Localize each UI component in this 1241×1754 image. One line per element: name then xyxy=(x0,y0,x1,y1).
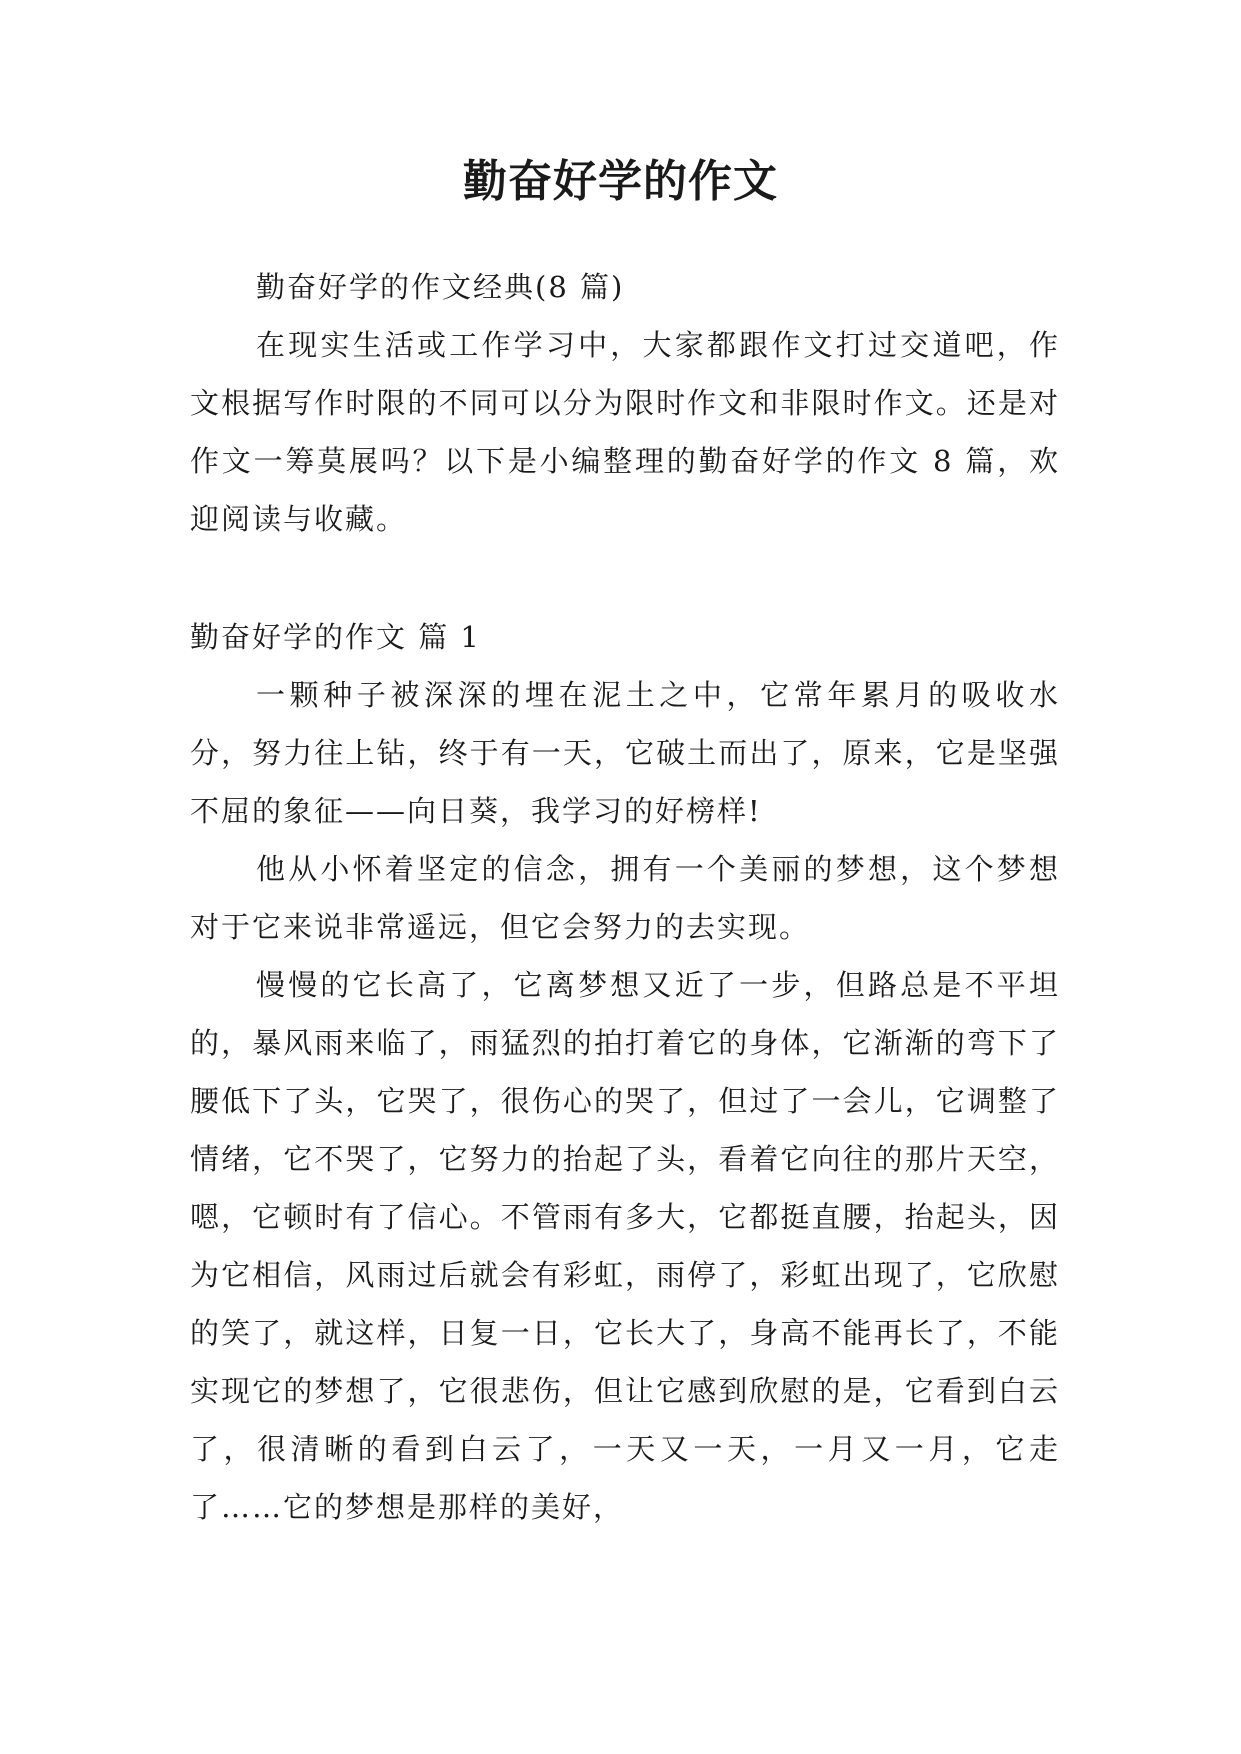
section-heading: 勤奋好学的作文 篇 1 xyxy=(190,620,481,654)
body-paragraph: 一颗种子被深深的埋在泥土之中，它常年累月的吸收水分，努力往上钻，终于有一天，它破土而出了，原来，它是坚强不屈的象征——向日葵，我学习的好榜样! xyxy=(190,678,1060,828)
document-subtitle: 勤奋好学的作文经典(8 篇) xyxy=(256,270,625,304)
intro-paragraph: 在现实生活或工作学习中，大家都跟作文打过交道吧，作文根据写作时限的不同可以分为限时作文和非限时作文。还是对作文一筹莫展吗？以下是小编整理的勤奋好学的作文 8 篇，欢迎阅读与收藏。 xyxy=(190,328,1060,536)
body-paragraph: 他从小怀着坚定的信念，拥有一个美丽的梦想，这个梦想对于它来说非常遥远，但它会努力的去实现。 xyxy=(190,852,1060,944)
body-paragraph: 慢慢的它长高了，它离梦想又近了一步，但路总是不平坦的，暴风雨来临了，雨猛烈的拍打着它的身体，它渐渐的弯下了腰低下了头，它哭了，很伤心的哭了，但过了一会儿，它调整了情绪，它不哭了，它努力的抬起了头，看着它向往的那片天空，嗯，它顿时有了信心。不管雨有多大，它都挺直腰，抬起头，因为它相信，风雨过后就会有彩虹，雨停了，彩虹出现了，它欣慰的笑了，就这样，日复一日，它长大了，身高不能再长了，不能实现它的梦想了，它很悲伤，但让它感到欣慰的是，它看到白云了，很清晰的看到白云了，一天又一天，一月又一月，它走了……它的梦想是那样的美好， xyxy=(190,968,1060,1524)
document-title: 勤奋好学的作文 xyxy=(463,156,778,207)
document-body xyxy=(190,258,1060,1536)
